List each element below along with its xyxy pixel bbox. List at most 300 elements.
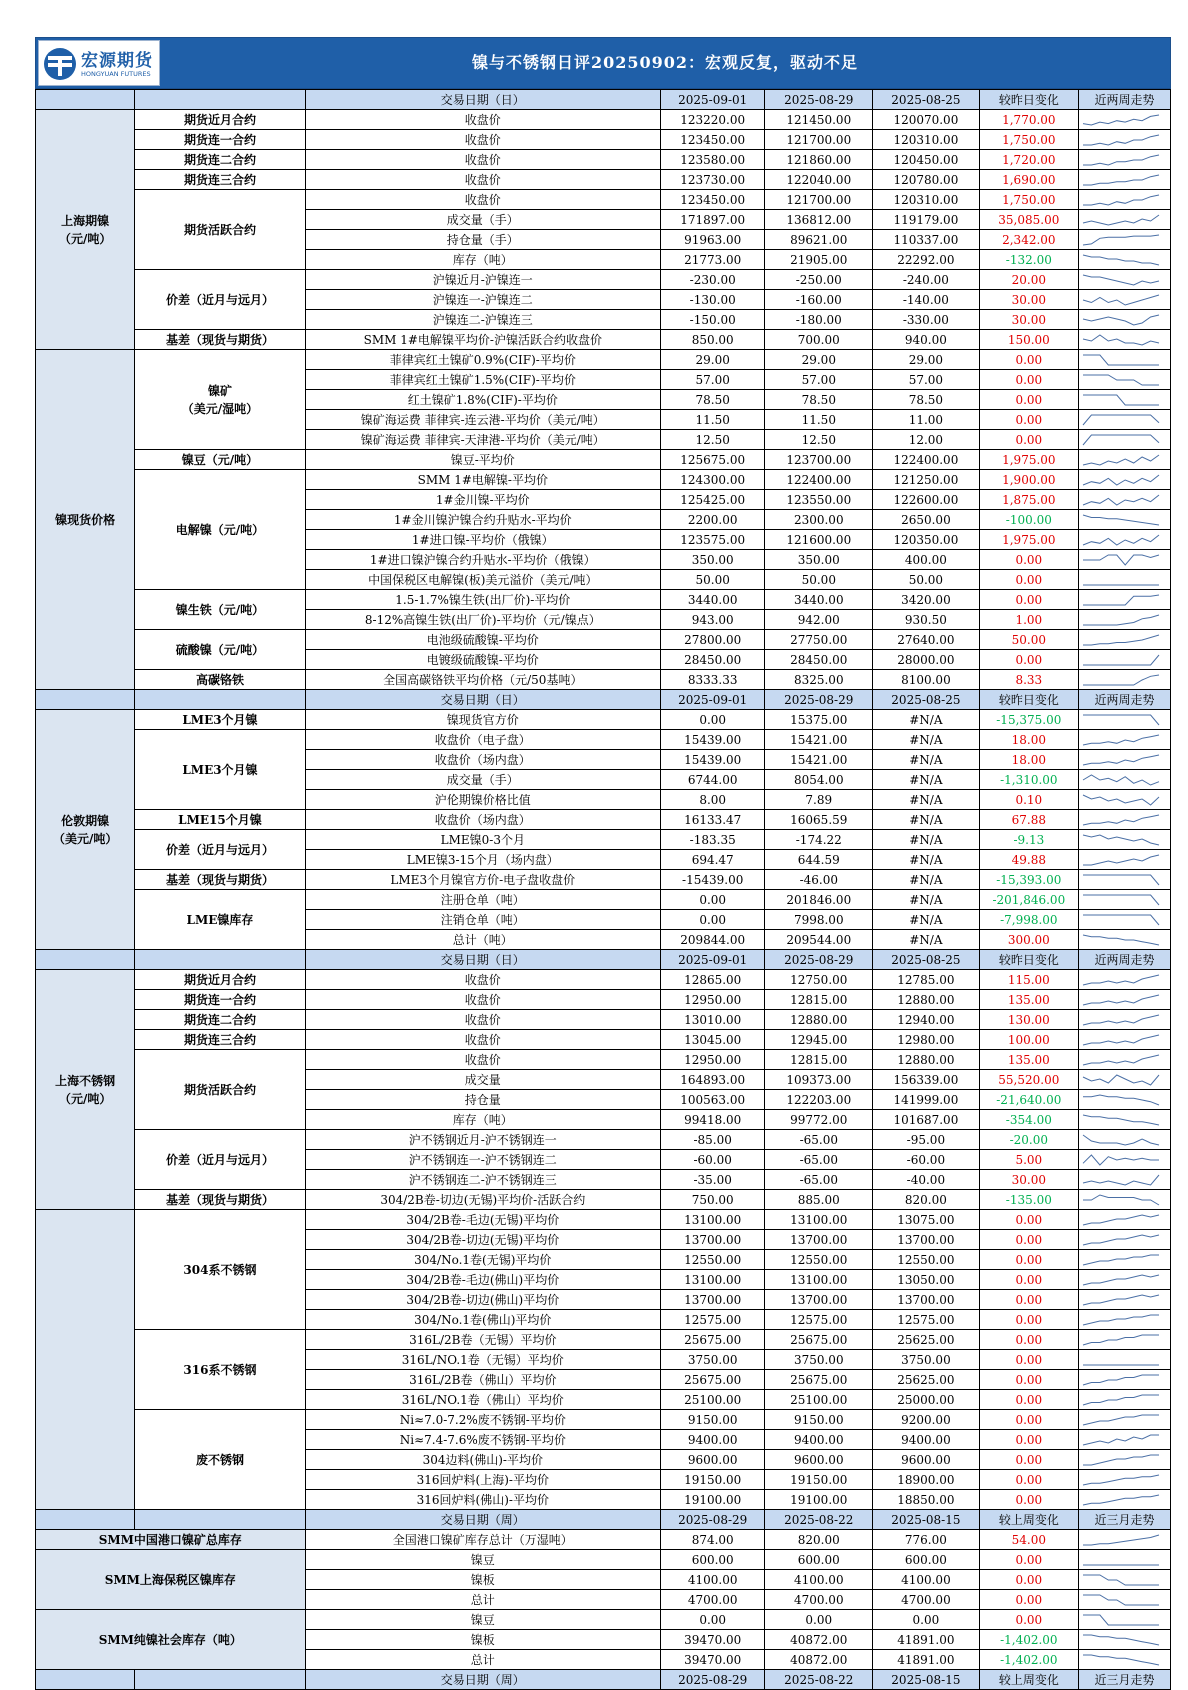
- trend-cell: [1078, 270, 1170, 290]
- value-cell: 123450.00: [660, 130, 765, 150]
- item-name: 收盘价: [305, 130, 660, 150]
- change-cell: 135.00: [979, 1050, 1078, 1070]
- value-cell: 12550.00: [660, 1250, 765, 1270]
- item-name: Ni≈7.0-7.2%废不锈钢-平均价: [305, 1410, 660, 1430]
- change-cell: -15,393.00: [979, 870, 1078, 890]
- value-cell: 120780.00: [873, 170, 980, 190]
- sparkline-path: [1083, 155, 1159, 165]
- sparkline-path: [1083, 795, 1159, 805]
- value-cell: 125675.00: [660, 450, 765, 470]
- date-column-header: 2025-08-22: [765, 1670, 873, 1690]
- trend-sparkline: [1079, 1551, 1163, 1568]
- sparkline-path: [1083, 435, 1159, 445]
- change-cell: -9.13: [979, 830, 1078, 850]
- change-cell: 0.00: [979, 370, 1078, 390]
- trend-cell: [1078, 570, 1170, 590]
- value-cell: 9200.00: [873, 1410, 980, 1430]
- data-row: [36, 1210, 1171, 1230]
- sparkline-path: [1083, 895, 1159, 905]
- value-cell: -60.00: [873, 1150, 980, 1170]
- value-cell: 120350.00: [873, 530, 980, 550]
- data-row: [36, 170, 1171, 190]
- item-name: 316回炉料(上海)-平均价: [305, 1470, 660, 1490]
- data-row: [36, 1550, 1171, 1570]
- header-blank-cell: [36, 690, 135, 710]
- value-cell: 78.50: [873, 390, 980, 410]
- section-header-row: [36, 1510, 1171, 1530]
- trend-cell: [1078, 1330, 1170, 1350]
- sparkline-path: [1083, 475, 1159, 485]
- date-column-header: 2025-08-15: [873, 1510, 980, 1530]
- subgroup-label: 价差（近月与远月）: [135, 270, 305, 330]
- value-cell: -240.00: [873, 270, 980, 290]
- trend-sparkline: [1079, 1371, 1163, 1388]
- group-label: 伦敦期镍 （美元/吨）: [36, 710, 135, 950]
- item-name: 库存（吨）: [305, 250, 660, 270]
- trend-cell: [1078, 190, 1170, 210]
- trend-cell: [1078, 450, 1170, 470]
- value-cell: 600.00: [765, 1550, 873, 1570]
- subgroup-label: 期货连一合约: [135, 130, 305, 150]
- value-cell: 120070.00: [873, 110, 980, 130]
- value-cell: 25000.00: [873, 1390, 980, 1410]
- trend-cell: [1078, 1390, 1170, 1410]
- value-cell: 4100.00: [660, 1570, 765, 1590]
- trend-cell: [1078, 1150, 1170, 1170]
- value-cell: 600.00: [660, 1550, 765, 1570]
- value-cell: 123220.00: [660, 110, 765, 130]
- value-cell: 13700.00: [660, 1290, 765, 1310]
- trend-cell: [1078, 630, 1170, 650]
- trend-sparkline: [1079, 1571, 1163, 1588]
- value-cell: 123580.00: [660, 150, 765, 170]
- subgroup-label: 期货近月合约: [135, 970, 305, 990]
- value-cell: -183.35: [660, 830, 765, 850]
- trend-cell: [1078, 870, 1170, 890]
- sparkline-path: [1083, 995, 1159, 1005]
- trend-sparkline: [1079, 611, 1163, 628]
- change-cell: 0.00: [979, 570, 1078, 590]
- subgroup-label: 高碳铬铁: [135, 670, 305, 690]
- sparkline-path: [1083, 1635, 1159, 1645]
- value-cell: #N/A: [873, 770, 980, 790]
- change-cell: 49.88: [979, 850, 1078, 870]
- value-cell: 350.00: [765, 550, 873, 570]
- item-name: 收盘价: [305, 1010, 660, 1030]
- trend-sparkline: [1079, 631, 1163, 648]
- value-cell: 776.00: [873, 1530, 980, 1550]
- item-name: 总计: [305, 1590, 660, 1610]
- trend-cell: [1078, 1630, 1170, 1650]
- trend-sparkline: [1079, 651, 1163, 668]
- item-name: 收盘价（电子盘）: [305, 730, 660, 750]
- value-cell: 940.00: [873, 330, 980, 350]
- data-row: [36, 730, 1171, 750]
- value-cell: 29.00: [873, 350, 980, 370]
- trend-cell: [1078, 1410, 1170, 1430]
- value-cell: -130.00: [660, 290, 765, 310]
- data-row: [36, 350, 1171, 370]
- value-cell: 27640.00: [873, 630, 980, 650]
- value-cell: -174.22: [765, 830, 873, 850]
- value-cell: 16065.59: [765, 810, 873, 830]
- item-name: 沪镍近月-沪镍连一: [305, 270, 660, 290]
- trend-cell: [1078, 1590, 1170, 1610]
- value-cell: #N/A: [873, 810, 980, 830]
- subgroup-label: 期货活跃合约: [135, 1050, 305, 1130]
- change-cell: 0.00: [979, 430, 1078, 450]
- value-cell: 201846.00: [765, 890, 873, 910]
- sparkline-path: [1083, 1115, 1159, 1125]
- sparkline-path: [1083, 735, 1159, 745]
- sparkline-path: [1083, 1055, 1159, 1065]
- value-cell: 28000.00: [873, 650, 980, 670]
- trend-sparkline: [1079, 1631, 1163, 1648]
- value-cell: 121860.00: [765, 150, 873, 170]
- sparkline-path: [1083, 115, 1159, 125]
- value-cell: 3750.00: [873, 1350, 980, 1370]
- group-label: [36, 1210, 135, 1510]
- value-cell: 25675.00: [765, 1370, 873, 1390]
- sparkline-path: [1083, 495, 1159, 505]
- value-cell: #N/A: [873, 830, 980, 850]
- sparkline-path: [1083, 1495, 1159, 1505]
- sparkline-path: [1083, 1435, 1159, 1445]
- value-cell: 27800.00: [660, 630, 765, 650]
- value-cell: 600.00: [873, 1550, 980, 1570]
- trend-cell: [1078, 550, 1170, 570]
- value-cell: 40872.00: [765, 1630, 873, 1650]
- trend-cell: [1078, 1350, 1170, 1370]
- change-cell: 18.00: [979, 750, 1078, 770]
- change-cell: -1,402.00: [979, 1630, 1078, 1650]
- value-cell: 27750.00: [765, 630, 873, 650]
- value-cell: 209844.00: [660, 930, 765, 950]
- trade-date-label: 交易日期（日）: [305, 690, 660, 710]
- change-cell: 30.00: [979, 310, 1078, 330]
- trend-cell: [1078, 1250, 1170, 1270]
- item-name: 1#金川镍-平均价: [305, 490, 660, 510]
- trend-cell: [1078, 990, 1170, 1010]
- date-column-header: 2025-08-15: [873, 1670, 980, 1690]
- item-name: 电镀级硫酸镍-平均价: [305, 650, 660, 670]
- value-cell: 15439.00: [660, 750, 765, 770]
- value-cell: -140.00: [873, 290, 980, 310]
- value-cell: 57.00: [873, 370, 980, 390]
- item-name: 304边料(佛山)-平均价: [305, 1450, 660, 1470]
- trend-sparkline: [1079, 911, 1163, 928]
- value-cell: 4100.00: [765, 1570, 873, 1590]
- value-cell: 50.00: [765, 570, 873, 590]
- value-cell: 123550.00: [765, 490, 873, 510]
- change-cell: -1,310.00: [979, 770, 1078, 790]
- item-name: 沪不锈钢连二-沪不锈钢连三: [305, 1170, 660, 1190]
- value-cell: 11.50: [660, 410, 765, 430]
- value-cell: 885.00: [765, 1190, 873, 1210]
- trend-sparkline: [1079, 1391, 1163, 1408]
- change-cell: -20.00: [979, 1130, 1078, 1150]
- item-name: 316L/NO.1卷（无锡）平均价: [305, 1350, 660, 1370]
- change-cell: 1,750.00: [979, 130, 1078, 150]
- value-cell: 13100.00: [765, 1210, 873, 1230]
- item-name: 菲律宾红土镍矿1.5%(CIF)-平均价: [305, 370, 660, 390]
- trend-sparkline: [1079, 1251, 1163, 1268]
- change-cell: -100.00: [979, 510, 1078, 530]
- value-cell: 28450.00: [765, 650, 873, 670]
- value-cell: 12575.00: [660, 1310, 765, 1330]
- item-name: 成交量: [305, 1070, 660, 1090]
- change-cell: 20.00: [979, 270, 1078, 290]
- value-cell: 57.00: [660, 370, 765, 390]
- value-cell: 0.00: [660, 1610, 765, 1630]
- item-name: 304/2B卷-毛边(佛山)平均价: [305, 1270, 660, 1290]
- value-cell: 123450.00: [660, 190, 765, 210]
- change-cell: 0.00: [979, 1370, 1078, 1390]
- item-name: 收盘价: [305, 170, 660, 190]
- data-row: [36, 1530, 1171, 1550]
- change-cell: 0.00: [979, 1610, 1078, 1630]
- section-header-row: [36, 690, 1171, 710]
- value-cell: -95.00: [873, 1130, 980, 1150]
- trend-sparkline: [1079, 571, 1163, 588]
- trend-cell: [1078, 430, 1170, 450]
- value-cell: 13700.00: [660, 1230, 765, 1250]
- value-cell: #N/A: [873, 750, 980, 770]
- trend-cell: [1078, 1190, 1170, 1210]
- item-name: 沪不锈钢连一-沪不锈钢连二: [305, 1150, 660, 1170]
- value-cell: 123575.00: [660, 530, 765, 550]
- group-label: SMM上海保税区镍库存: [36, 1550, 306, 1610]
- value-cell: 7998.00: [765, 910, 873, 930]
- trend-sparkline: [1079, 171, 1163, 188]
- value-cell: 3440.00: [765, 590, 873, 610]
- subgroup-label: 304系不锈钢: [135, 1210, 305, 1330]
- sparkline-path: [1083, 1595, 1159, 1605]
- trend-sparkline: [1079, 451, 1163, 468]
- subgroup-label: 基差（现货与期货）: [135, 1190, 305, 1210]
- trend-cell: [1078, 1290, 1170, 1310]
- trend-sparkline: [1079, 671, 1163, 688]
- change-cell: 0.00: [979, 1330, 1078, 1350]
- trend-cell: [1078, 390, 1170, 410]
- report-sheet: [35, 37, 1171, 1690]
- change-cell: 35,085.00: [979, 210, 1078, 230]
- company-logo: [38, 40, 160, 86]
- change-cell: -135.00: [979, 1190, 1078, 1210]
- item-name: 注册仓单（吨）: [305, 890, 660, 910]
- value-cell: 12950.00: [660, 1050, 765, 1070]
- trend-cell: [1078, 1210, 1170, 1230]
- change-cell: 0.00: [979, 1410, 1078, 1430]
- value-cell: 101687.00: [873, 1110, 980, 1130]
- header-blank-cell: [135, 90, 305, 110]
- value-cell: #N/A: [873, 710, 980, 730]
- value-cell: 12940.00: [873, 1010, 980, 1030]
- sparkline-path: [1083, 1215, 1159, 1225]
- value-cell: 18850.00: [873, 1490, 980, 1510]
- item-name: 304/2B卷-切边(佛山)平均价: [305, 1290, 660, 1310]
- data-row: [36, 150, 1171, 170]
- trend-sparkline: [1079, 1091, 1163, 1108]
- trend-cell: [1078, 230, 1170, 250]
- data-row: [36, 970, 1171, 990]
- date-column-header: 2025-08-29: [660, 1510, 765, 1530]
- value-cell: 644.59: [765, 850, 873, 870]
- trend-cell: [1078, 1010, 1170, 1030]
- trend-sparkline: [1079, 1291, 1163, 1308]
- data-row: [36, 810, 1171, 830]
- value-cell: 13100.00: [765, 1270, 873, 1290]
- change-cell: -354.00: [979, 1110, 1078, 1130]
- trend-cell: [1078, 330, 1170, 350]
- value-cell: 13700.00: [765, 1290, 873, 1310]
- subgroup-label: 期货连三合约: [135, 1030, 305, 1050]
- trend-cell: [1078, 1370, 1170, 1390]
- trend-cell: [1078, 310, 1170, 330]
- value-cell: 78.50: [765, 390, 873, 410]
- sparkline-path: [1083, 875, 1159, 885]
- trend-cell: [1078, 350, 1170, 370]
- trend-sparkline: [1079, 991, 1163, 1008]
- value-cell: 820.00: [765, 1530, 873, 1550]
- sparkline-path: [1083, 815, 1159, 825]
- change-column-header: 较昨日变化: [979, 90, 1078, 110]
- value-cell: 89621.00: [765, 230, 873, 250]
- value-cell: 2300.00: [765, 510, 873, 530]
- trend-sparkline: [1079, 1611, 1163, 1628]
- value-cell: 120310.00: [873, 130, 980, 150]
- value-cell: 99772.00: [765, 1110, 873, 1130]
- header-blank-cell: [135, 1510, 305, 1530]
- value-cell: 164893.00: [660, 1070, 765, 1090]
- trend-cell: [1078, 210, 1170, 230]
- trend-column-header: 近三月走势: [1078, 1670, 1170, 1690]
- header-blank-cell: [36, 90, 135, 110]
- trend-sparkline: [1079, 1191, 1163, 1208]
- change-cell: 2,342.00: [979, 230, 1078, 250]
- value-cell: 110337.00: [873, 230, 980, 250]
- trend-cell: [1078, 530, 1170, 550]
- subgroup-label: 镍矿 （美元/湿吨）: [135, 350, 305, 450]
- item-name: 316回炉料(佛山)-平均价: [305, 1490, 660, 1510]
- value-cell: 21773.00: [660, 250, 765, 270]
- value-cell: 19150.00: [765, 1470, 873, 1490]
- value-cell: 8325.00: [765, 670, 873, 690]
- item-name: 收盘价: [305, 150, 660, 170]
- change-cell: 1,690.00: [979, 170, 1078, 190]
- sparkline-path: [1083, 195, 1159, 205]
- subgroup-label: 镍生铁（元/吨）: [135, 590, 305, 630]
- sparkline-path: [1083, 1535, 1159, 1545]
- value-cell: -250.00: [765, 270, 873, 290]
- data-row: [36, 710, 1171, 730]
- change-cell: 54.00: [979, 1530, 1078, 1550]
- value-cell: 25625.00: [873, 1370, 980, 1390]
- value-cell: -65.00: [765, 1130, 873, 1150]
- value-cell: 13075.00: [873, 1210, 980, 1230]
- trend-sparkline: [1079, 751, 1163, 768]
- trend-sparkline: [1079, 331, 1163, 348]
- sparkline-path: [1083, 215, 1159, 225]
- section-header-row: [36, 90, 1171, 110]
- data-row: [36, 1610, 1171, 1630]
- value-cell: 12550.00: [765, 1250, 873, 1270]
- data-row: [36, 1330, 1171, 1350]
- value-cell: 12815.00: [765, 990, 873, 1010]
- trend-sparkline: [1079, 1171, 1163, 1188]
- trend-sparkline: [1079, 1111, 1163, 1128]
- value-cell: 400.00: [873, 550, 980, 570]
- value-cell: 0.00: [873, 1610, 980, 1630]
- value-cell: 13700.00: [873, 1290, 980, 1310]
- data-row: [36, 630, 1171, 650]
- trend-cell: [1078, 1030, 1170, 1050]
- value-cell: 7.89: [765, 790, 873, 810]
- value-cell: 120450.00: [873, 150, 980, 170]
- value-cell: #N/A: [873, 910, 980, 930]
- data-row: [36, 1410, 1171, 1430]
- item-name: LME镍0-3个月: [305, 830, 660, 850]
- trend-cell: [1078, 830, 1170, 850]
- value-cell: 3440.00: [660, 590, 765, 610]
- change-cell: 18.00: [979, 730, 1078, 750]
- change-cell: 1,750.00: [979, 190, 1078, 210]
- change-cell: 135.00: [979, 990, 1078, 1010]
- item-name: 1#进口镍-平均价（俄镍）: [305, 530, 660, 550]
- data-row: [36, 1030, 1171, 1050]
- value-cell: 2650.00: [873, 510, 980, 530]
- trend-column-header: 近两周走势: [1078, 690, 1170, 710]
- sparkline-path: [1083, 835, 1159, 845]
- value-cell: 19100.00: [660, 1490, 765, 1510]
- change-cell: 0.00: [979, 590, 1078, 610]
- trend-sparkline: [1079, 771, 1163, 788]
- change-cell: 0.00: [979, 1470, 1078, 1490]
- value-cell: -230.00: [660, 270, 765, 290]
- subgroup-label: 期货近月合约: [135, 110, 305, 130]
- change-cell: 150.00: [979, 330, 1078, 350]
- trend-sparkline: [1079, 211, 1163, 228]
- trend-column-header: 近两周走势: [1078, 90, 1170, 110]
- trend-sparkline: [1079, 311, 1163, 328]
- value-cell: 50.00: [873, 570, 980, 590]
- item-name: 镍矿海运费 菲律宾-连云港-平均价（美元/吨）: [305, 410, 660, 430]
- trend-cell: [1078, 1270, 1170, 1290]
- value-cell: 121600.00: [765, 530, 873, 550]
- header-blank-cell: [135, 690, 305, 710]
- sparkline-path: [1083, 1335, 1159, 1345]
- item-name: 镍板: [305, 1570, 660, 1590]
- value-cell: 124300.00: [660, 470, 765, 490]
- trend-sparkline: [1079, 111, 1163, 128]
- trend-sparkline: [1079, 931, 1163, 948]
- date-column-header: 2025-08-29: [765, 690, 873, 710]
- data-row: [36, 270, 1171, 290]
- item-name: 收盘价: [305, 990, 660, 1010]
- sparkline-path: [1083, 1575, 1159, 1585]
- trend-sparkline: [1079, 1591, 1163, 1608]
- value-cell: 12.50: [765, 430, 873, 450]
- value-cell: 100563.00: [660, 1090, 765, 1110]
- change-cell: 1.00: [979, 610, 1078, 630]
- sparkline-path: [1083, 1195, 1159, 1205]
- change-column-header: 较昨日变化: [979, 690, 1078, 710]
- value-cell: 15421.00: [765, 730, 873, 750]
- trend-cell: [1078, 1610, 1170, 1630]
- data-row: [36, 890, 1171, 910]
- change-cell: -15,375.00: [979, 710, 1078, 730]
- value-cell: 9600.00: [765, 1450, 873, 1470]
